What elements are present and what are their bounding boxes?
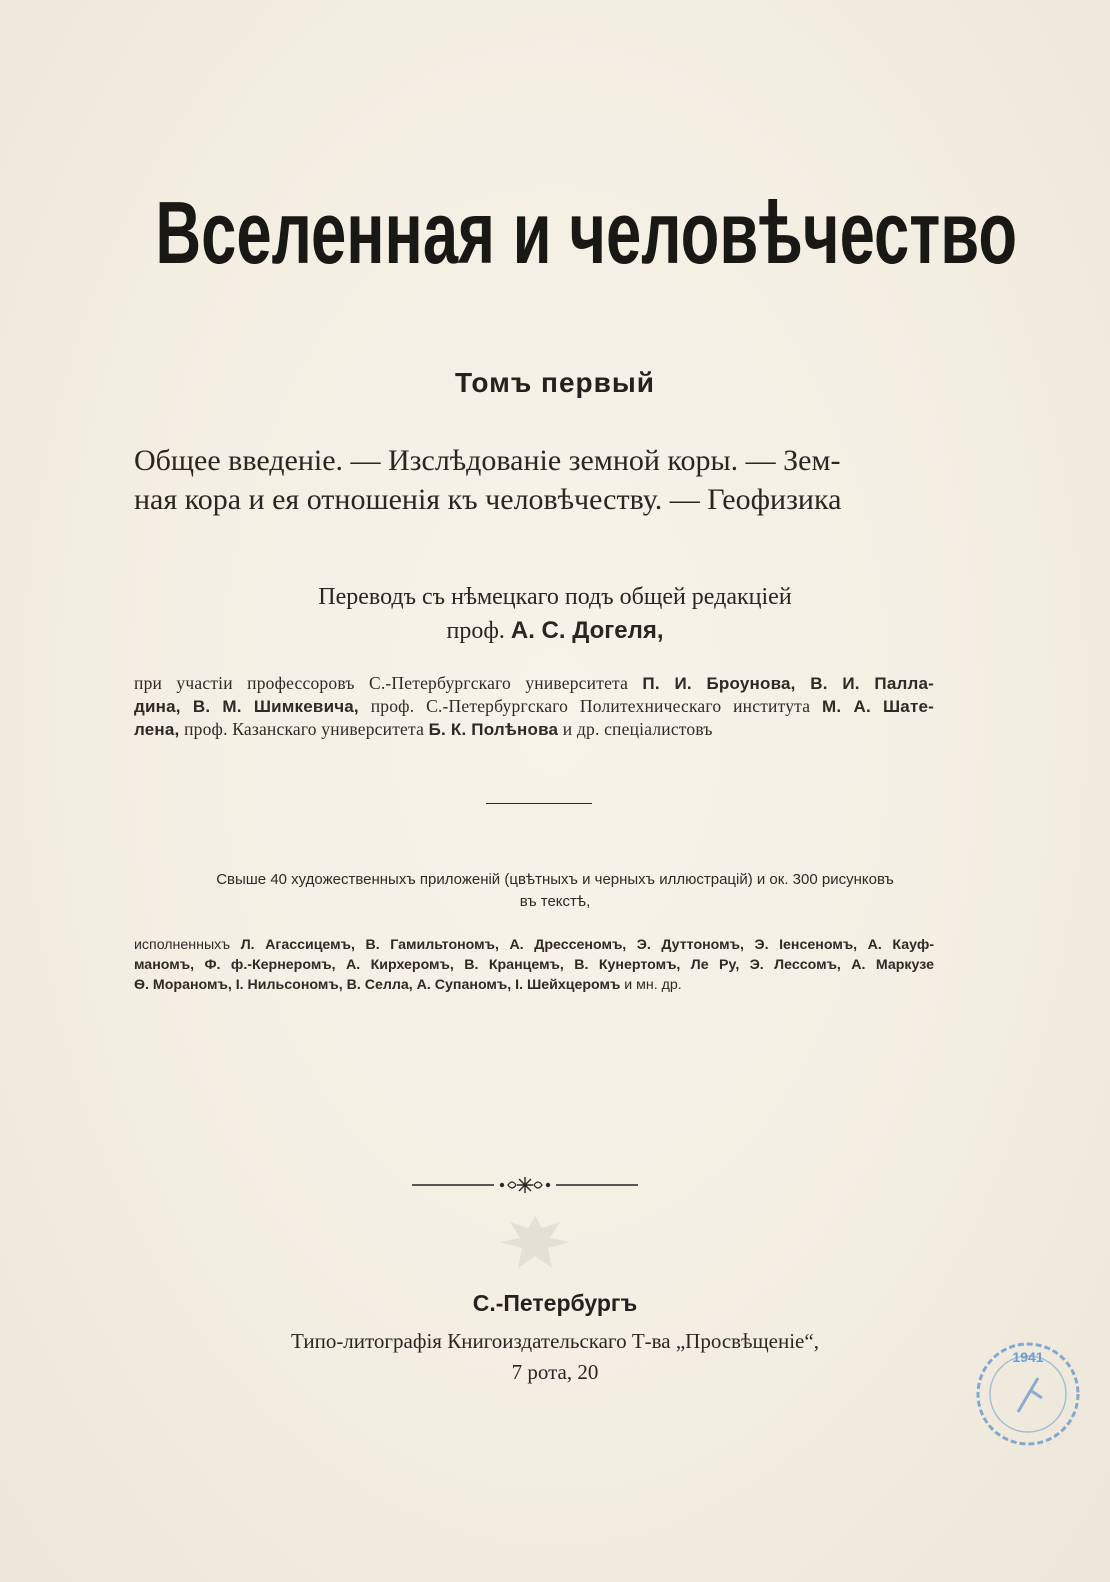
participants-names: П. И. Броунова, В. И. Палла- (642, 674, 934, 693)
artists-text: исполненныхъ (134, 937, 231, 953)
book-title: Вселенная и человѣчество (155, 183, 1018, 282)
printer-address: 7 рота, 20 (511, 1360, 599, 1384)
translation-line: Переводъ съ нѣмецкаго подъ общей редакціей (318, 584, 792, 610)
participants-row-3 (134, 718, 934, 741)
volume-label: Томъ первый (455, 367, 655, 398)
artists-names: Л. Агассицемъ, В. Гамильтономъ, А. Дрессеномъ, Э. Дуттономъ, Э. Іенсеномъ, А. Кауф- (240, 937, 934, 953)
illustrations-line-2: въ текстѣ, (519, 893, 591, 910)
participants-names: лена, (134, 720, 180, 739)
library-stamp (972, 1338, 1084, 1450)
imprint-printer (0, 1326, 1110, 1388)
translation-note (0, 580, 1110, 648)
illustrations-note (0, 869, 1110, 913)
artists-paragraph (134, 935, 934, 995)
printer-name: Типо-литографія Книгоиздательскаго Т-ва „Просвѣщеніе“, (291, 1329, 819, 1353)
artists-names: маномъ, Ф. ф.-Кернеромъ, А. Кирхеромъ, В. Кранцемъ, В. Кунертомъ, Ле Ру, Э. Лессомъ, А. Маркузе (134, 957, 934, 973)
contents-line-2: ная кора и ея отношенія къ человѣчеству. — Геофизика (134, 483, 842, 516)
editor-prefix: проф. (446, 618, 505, 644)
stamp-year: 1941 (1012, 1349, 1044, 1365)
editor-line (0, 614, 1110, 648)
participants-row-1 (134, 672, 934, 695)
artists-row-3 (134, 975, 934, 995)
participants-text: при участіи профессоровъ С.-Петербургскаго университета (134, 673, 629, 693)
ornament-divider (410, 1170, 640, 1200)
participants-names: дина, В. М. Шимкевича, (134, 697, 359, 716)
artists-text: и мн. др. (624, 977, 682, 993)
illustrations-line-1: Свыше 40 художественныхъ приложеній (цвѣтныхъ и черныхъ иллюстрацій) и ок. 300 рисунковъ (216, 871, 894, 888)
participants-paragraph (134, 672, 934, 741)
artists-names: Ѳ. Мораномъ, І. Нильсономъ, В. Селла, А. Супаномъ, І. Шейхцеромъ (134, 977, 621, 993)
faint-eagle-emblem (490, 1208, 580, 1278)
participants-text: проф. Казанскаго университета (184, 719, 425, 739)
participants-row-2 (134, 695, 934, 718)
participants-names: М. А. Шате- (822, 697, 935, 716)
participants-text: проф. С.-Петербургскаго Политехническаго института (370, 696, 811, 716)
section-divider (486, 803, 592, 804)
artists-row-1 (134, 935, 934, 955)
participants-names: Б. К. Полѣнова (428, 720, 559, 739)
editor-name: А. С. Догеля, (510, 617, 664, 644)
imprint-city: С.-Петербургъ (472, 1290, 638, 1316)
contents-line-1: Общее введеніе. — Изслѣдованіе земной коры. — Зем- (134, 444, 841, 477)
artists-row-2 (134, 955, 934, 975)
participants-text: и др. спеціалистовъ (562, 719, 713, 739)
